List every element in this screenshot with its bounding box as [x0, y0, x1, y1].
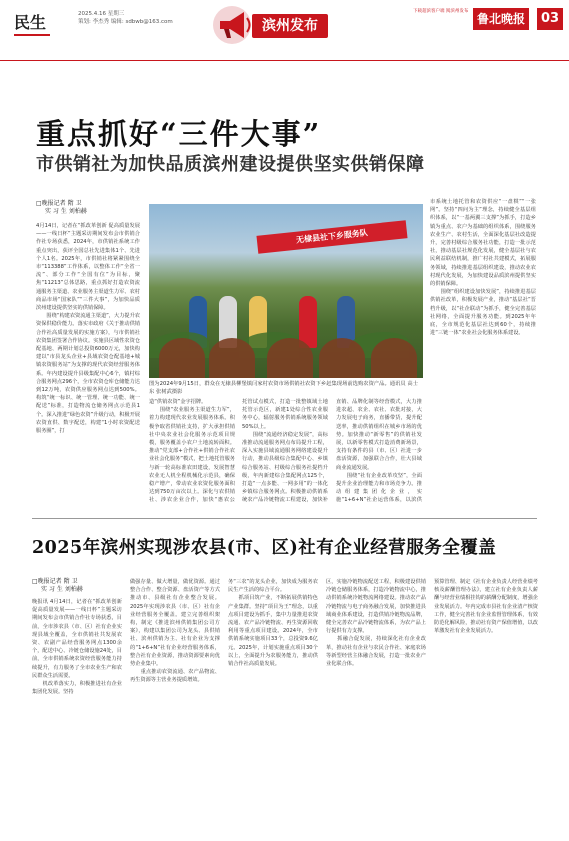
article2-column-2: 做强存量、做大增量，做优资源。通过整合合作、整合资源、盘活资产等方式推动市、县级社有企业整合发展。2025年实现涉农县（市、区）社有企业经营服务全覆盖。建立完善组织架构，制定《推进滨州供销集团公司方案》，构建以集团公司为龙头、县供销社、滨州供销为主、社有企业为支撑的“1+6+N”社有企业经营服务体系，整合社有企业资源，推动资源要素向优势企业集中。 重点推动农资流通、农产品物流、再生资源等主营业务提质增效。	[130, 579, 220, 684]
photo-caption: 图为2024年9月15日，群众在无棣县柳堡镇闫家村农资市场供销社农资下乡赶集现场前选购农资产品。通讯员 高士东 张树武摄影	[149, 381, 418, 395]
article1-column-3: 托管试点模式，打造一批整镇域土地托管示范区，新建1处综合性农业服务中心，辐射服务供销系统服务领域50%以上。 围绕“流通经济稳定发展”，高标准推动流通服务网点布局提升工程，深入实施县域流通服务网络建设提升行动，推动县级综合集配中心、乡镇综合服务站、村级综合服务社提档升级，年内新建综合集配网点125个，打造“一点多能、一网多用”的一体化乡镇综合服务网点。积极推动供销系统农产品冷链物流工程建设，加快补	[242, 399, 328, 504]
photo-sorghum	[159, 338, 205, 378]
article1-column-1: 4月14日，记者在“抓改革创新 促高质量发展——一线日杯”主题采访期间发布会市供销合作社专场获悉，2024年，市供销社系统工作重点突出，获评全国总社先进集体1个、先进个人1名。2025年，市供销社将紧紧围绕全市“113388”工作体系，以整体工作“全省一流”、部分工作“全国有位”为目标，聚焦“11213”总体思路，重点抓好打造农资流通服务主渠道、农业服务主渠道生力军、农村商品市场“国家队”“三件大事”，为加快品质滨州建设提供坚实的供销保障。 围绕“构建农资流通主渠道”，大力提升农资保供稳价能力。落实市政府《关于推动供销合作社高质量发展的实施方案》，与市供销社农资集团签署合作协议。实施县区域性农资仓配基地、两期计划总投资6000万元，加快构建以“市县龙头企业+县域农资仓配基地+城镇农资服务站”为支撑的现代农资经营服务体系。年内建设提升县级集配中心6个，镇村综合服务网点296个，全市农资仓库仓储能力达到12万吨，农资供应服务网点达到500%。构筑“统一标识、统一管理、统一功能、统一配送”标准，打造物流仓储务网点示范县1个。深入推进“绿色农资”升级行动，积极开展农资直供、数字配送，构建“1小时农资配送服务圈”，打	[36, 223, 140, 435]
article2-column-1: 晚报讯 4月14日，记者在“抓改革创新 促高质量发展——一线日杯”主题采访期间发布会市供销合作社专场获悉，目前，全市涉农县（市、区）社有企业实现县域全覆盖，全市供销社共发展农资、农副产品经营服务网点1300余个，配送中心、冷链仓储设施24处，目前，全市供销系统农资经营服务能力持续提升，有力服务了全市农业生产和农民群众生活需要。 机改革落实力，积极推进社有企业集团化发展。坚持	[32, 599, 122, 696]
paper-nameplate	[413, 6, 563, 42]
header-rule	[0, 60, 569, 61]
photo-sorghum	[319, 338, 365, 378]
photo-sorghum	[371, 338, 417, 378]
brand-banner: 滨州发布	[252, 14, 328, 38]
byline-reporter: □晚报记者 隋 卫	[32, 578, 78, 585]
megaphone-icon	[212, 4, 256, 46]
byline-intern: 实 习 生 刘柏赫	[45, 208, 87, 215]
byline-intern: 实 习 生 刘柏赫	[41, 586, 83, 593]
article1-column-2: 造“供销农资”金字招牌。 围绕“农业服务主渠道生力军”，着力构建现代农业发展服务体系。积极争取省供销社支持，扩大承担供销社中央农业社会化服务示范项目规模，服务覆盖小农户土地流转面积。推动“党支部+合作社+供销合作社农业社会化服务”模式，把土地托管服务与新一轮高标准农田建设，发展智慧农业无人机全程机械化示范县，确保稳产增产，带动农业农资化服务面积达到750万亩次以上。深化与农供销社、涉农企业合作，加快“惠农公	[149, 399, 235, 504]
article1-byline	[36, 200, 87, 216]
article1-column-4: 直销、品牌化制等经营模式，大力推进农超、农企、农社、农批对接，大力发展电子商务，直播带货，提升配送率，推动供销组织在城乡市场的优势。加快推动“新零售”的供销社发展，以新零售模式打造消费新场景，支持有条件的县（市、区）社进一步盘活资源，加强联合合作，壮大县域商业流通发展。 围绕“社有企业改革攻坚”，全面提升企业治理能力和市场竞争力。推动组建集团化企业，实施“1+6+N”社企运营体系，以滨供	[336, 399, 422, 504]
byline-reporter: □晚报记者 隋 卫	[36, 200, 82, 207]
article1-headline: 重点抓好“三件大事”	[36, 117, 322, 151]
nameplate-tagline: 下载超滨客户端 阅滨州发布	[413, 9, 469, 14]
article2-column-4: 区，实施冷链物流配送工程，积极建设供销冷链仓储服务体系，打造冷链物流中心，推动供销系统冷链物流网络建设。推动农产品冷链物流与电子商务融合发展，加快推进县域商业体系建设，打造供销冷链物流品牌，健全完善农产品冷链物流体系，为农产品上行提供有力支撑。 抓融合促发展，持续深化社有企业改革，推动社有企业与农民合作社、家庭农场等新型经营主体融合发展，打造一批农业产业化联合体。	[326, 579, 426, 668]
masthead	[0, 0, 569, 62]
article1-photo	[149, 204, 423, 378]
article2-byline	[32, 578, 83, 594]
article1-column-5: 市系统土地托管和农资供应“一盘棋”“一张网”。坚持“四问为主”理念，持续健全基层组织体系，以“一基两翼三支撑”为抓手，打造乡镇为重点、农户为基础的组织体系，围绕服务农业生产、农村生活，全面深化基层社改造提升，完善村级综合服务社功能，打造一批示范社，推动基层社规范化发展，健全基层社与农民利益联结机制，推广村社共建模式，拓展服务领域，持续推进基层组织建设，推动农业农村现代化发展，为加快建设品质滨州提供坚实的供销保障。 围绕“组织建设加快发展”，持续推进基层供销社改革，积极发展产业，推动“基层社”晋档升级，以“社企联动”为抓手，健全完善基层社网络，全面提升服务功能。到2025年年底，全市规范化基层社达到60个，持续推进“三链一体”农业社会化服务体系建设。	[430, 199, 536, 337]
paper-name: 鲁北晚报	[473, 8, 529, 30]
section-tag: 民生	[14, 13, 47, 32]
photo-sorghum	[209, 338, 255, 378]
article2-headline: 2025年滨州实现涉农县(市、区)社有企业经营服务全覆盖	[32, 538, 497, 558]
article2-column-5: 预算管理、制定《社有企业负责人经营业绩考核及薪酬管理办法》，建立社有企业负责人薪酬与经营业绩相挂钩的薪酬分配制度，增强企业发展活力。年内完成市县社有企业清产核资工作，健全完善社有企业监督管理体系，有效防范化解风险，推动社有资产保值增值，以改革激发社有企业发展活力。	[434, 579, 538, 635]
page-number: 03	[535, 8, 563, 30]
issue-meta	[78, 10, 173, 26]
article1-subhead: 市供销社为加快品质滨州建设提供坚实供销保障	[36, 154, 425, 175]
photo-banner: 无棣县社下乡服务队	[256, 220, 407, 254]
article2-column-3: 务“三农”的龙头企业，加快成为服务农民生产生活的综合平台。 抓项目筑产业，不断拓展供销特色产业集群。坚持“项目为王”理念，以重点项目建设为抓手，集中力量推进农资流通、农产品冷链物流、再生资源回收利用等重点项目建设。2024年，全市供销系统实施项目33个，总投资9.6亿元。2025年，计划实施重点项目30个以上，全面提升为农服务能力，推动供销合作社高质量发展。	[228, 579, 318, 668]
section-underline	[14, 34, 50, 36]
section-divider	[32, 518, 537, 519]
issue-date: 2025.4.16 星期三	[78, 11, 125, 17]
issue-editor: 策划: 李杰秀 编辑: sdbwb@163.com	[78, 19, 173, 25]
photo-sorghum	[267, 338, 313, 378]
